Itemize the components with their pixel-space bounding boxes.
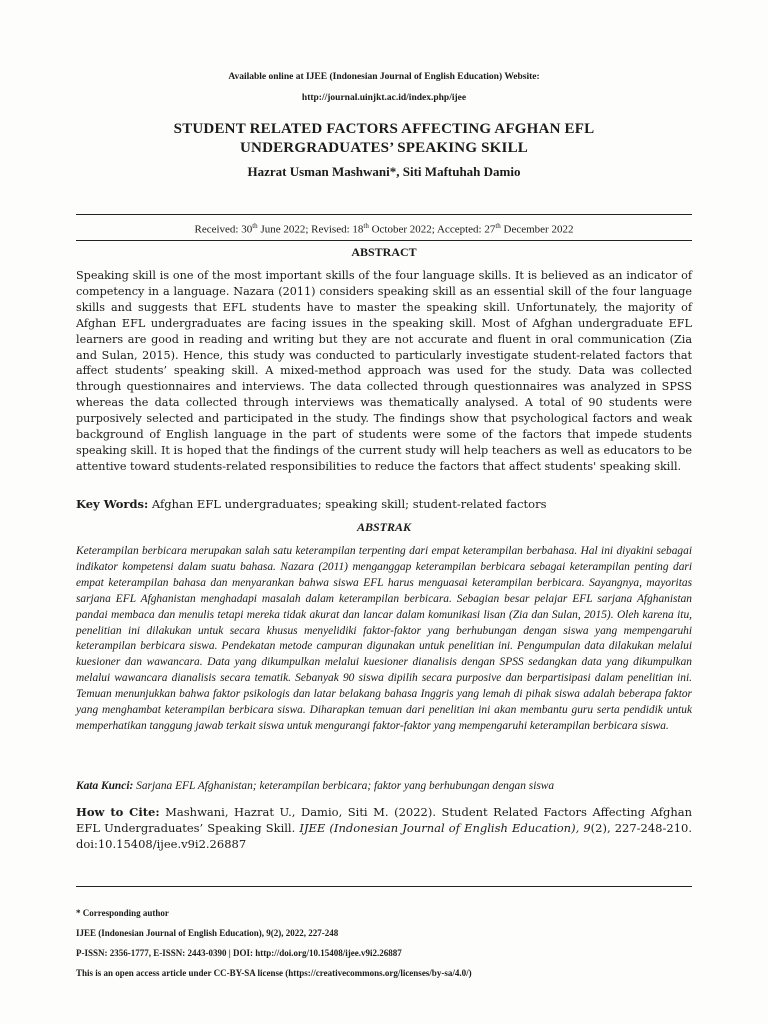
divider-top — [76, 214, 692, 215]
accepted-date: December 2022 — [500, 223, 574, 236]
cite-text-a: Mashwani, Hazrat U., Damio, Siti M. (2022). Student Related Factors Affecting Afghan EFL Undergraduates’ Speaking Skill. — [76, 805, 692, 835]
accepted-text: October 2022; Accepted: 27 — [368, 223, 496, 236]
keywords-text: Afghan EFL undergraduates; speaking skill; student-related factors — [148, 497, 547, 511]
cite-journal: IJEE (Indonesian Journal of English Education), 9 — [299, 821, 591, 835]
received-label: Received: 30 — [194, 223, 253, 236]
divider-dates — [76, 240, 692, 241]
revised-text: June 2022; Revised: 18 — [257, 223, 364, 236]
journal-issue-line: IJEE (Indonesian Journal of English Education), 9(2), 2022, 227-248 — [76, 928, 339, 938]
author-list: Hazrat Usman Mashwani*, Siti Maftuhah Damio — [247, 164, 521, 179]
kata-kunci-label: Kata Kunci: — [76, 780, 134, 792]
license-line: This is an open access article under CC-BY-SA license (https://creativecommons.org/licenses/by-sa/4.0/) — [76, 968, 472, 978]
abstract-heading: ABSTRACT — [351, 245, 417, 259]
keywords — [76, 497, 692, 511]
how-to-cite — [76, 804, 692, 852]
received-sup: th — [252, 222, 258, 230]
abstrak-heading: ABSTRAK — [356, 520, 412, 534]
submission-dates — [0, 222, 768, 236]
cite-label: How to Cite: — [76, 805, 160, 819]
kata-kunci-text: Sarjana EFL Afghanistan; keterampilan berbicara; faktor yang berhubungan dengan siswa — [133, 780, 555, 792]
title-line-1: STUDENT RELATED FACTORS AFFECTING AFGHAN EFL — [173, 121, 595, 137]
issn-doi-line: P-ISSN: 2356-1777, E-ISSN: 2443-0390 | DOI: http://doi.org/10.15408/ijee.v9i2.26887 — [76, 948, 402, 958]
accepted-sup: th — [495, 222, 501, 230]
title-line-2: UNDERGRADUATES’ SPEAKING SKILL — [240, 140, 528, 156]
keywords-label: Key Words: — [76, 497, 149, 511]
cite-text-b: (2), 227-248-210. doi:10.15408/ijee.v9i2.26887 — [76, 821, 692, 851]
corresponding-author-note: * Corresponding author — [76, 908, 169, 918]
journal-url-link[interactable]: http://journal.uinjkt.ac.id/index.php/ijee — [301, 93, 467, 103]
divider-footer — [76, 886, 692, 887]
abstract-body: Speaking skill is one of the most important skills of the four language skills. It is believed as an indicator of competency in a language. Nazara (2011) considers speaking skill as an essential skill of the four language skills and suggests that EFL students have to master the speaking skill. Unfortunately, the majority of Afghan EFL undergraduates are facing issues in the speaking skill. Most of Afghan undergraduate EFL learners are good in reading and writing but they are not accurate and fluent in oral communication (Zia and Sulan, 2015). Hence, this study was conducted to particularly investigate student-related factors that affect students’ speaking skill. A mixed-method approach was used for the study. Data was collected through questionnaires and interviews. The data collected through questionnaires was analyzed in SPSS whereas the data collected through interviews was thematically analysed. A total of 90 students were purposively selected and participated in the study. The findings show that psychological factors and weak background of English language in the part of students were some of the factors that impede students speaking skill. It is hoped that the findings of the current study will help teachers as well as educators to be attentive toward students-related responsibilities to reduce the factors that affect students' speaking skill. — [76, 269, 692, 473]
kata-kunci — [76, 780, 692, 792]
abstrak-body: Keterampilan berbicara merupakan salah satu keterampilan terpenting dari empat keterampilan berbahasa. Hal ini diyakini sebagai indikator kompetensi dalam suatu bahasa. Nazara (2011) menganggap keterampilan berbicara sebagai keterampilan penting dari empat keterampilan bahasa dan menyarankan bahwa siswa EFL harus menguasai keterampilan berbicara. Sayangnya, mayoritas sarjana EFL Afghanistan menghadapi masalah dalam keterampilan berbicara. Sebagian besar pelajar EFL sarjana Afghanistan pandai membaca dan menulis tetapi mereka tidak akurat dan lancar dalam komunikasi lisan (Zia dan Sulan, 2015). Oleh karena itu, penelitian ini dilakukan untuk secara khusus menyelidiki faktor-faktor yang berhubungan dengan siswa yang mempengaruhi keterampilan berbicara siswa. Pendekatan metode campuran digunakan untuk penelitian ini. Pengumpulan data dilakukan melalui kuesioner dan wawancara. Data yang dikumpulkan melalui kuesioner dianalisis dengan SPSS sedangkan data yang dikumpulkan melalui wawancara dianalisis secara tematik. Sebanyak 90 siswa dipilih secara purposive dan berpartisipasi dalam penelitian ini. Temuan menunjukkan bahwa faktor psikologis dan latar belakang bahasa Inggris yang lemah di pihak siswa adalah beberapa faktor yang menghambat keterampilan berbicara siswa. Diharapkan temuan dari penelitian ini akan membantu guru serta pendidik untuk memperhatikan tanggung jawab terkait siswa untuk mengurangi faktor-faktor yang mempengaruhi keterampilan berbicara siswa. — [76, 545, 692, 732]
revised-sup: th — [363, 222, 369, 230]
paper-title — [60, 120, 708, 158]
journal-availability: Available online at IJEE (Indonesian Journal of English Education) Website: — [228, 72, 540, 82]
